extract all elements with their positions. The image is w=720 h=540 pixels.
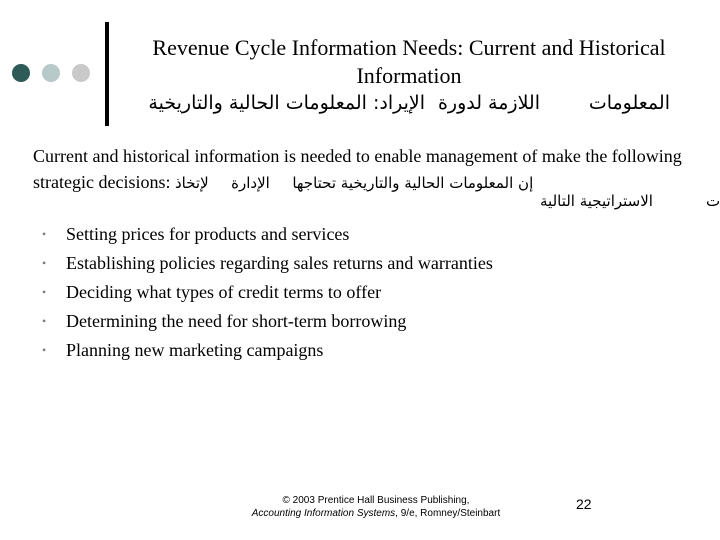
footer-line-1: © 2003 Prentice Hall Business Publishing, — [282, 495, 470, 506]
arabic-title-part-1: المعلومات — [588, 92, 670, 114]
footer-book-info: , 9/e, Romney/Steinbart — [395, 508, 501, 519]
list-item: • Establishing policies regarding sales returns and warranties — [42, 249, 602, 278]
list-item: • Determining the need for short-term borrowing — [42, 307, 602, 336]
arabic-title-part-3: الإيراد: المعلومات الحالية والتاريخية — [148, 92, 425, 114]
intro-arabic-b: الإدارة — [231, 174, 270, 192]
dot-dark — [12, 64, 30, 82]
slide-title: Revenue Cycle Information Needs: Current and Historical Information — [152, 35, 666, 88]
copyright-footer — [236, 494, 516, 520]
decision-list — [42, 220, 602, 365]
bullet-icon: • — [42, 227, 47, 241]
decorative-dots — [12, 64, 92, 84]
intro-arabic-a: لإتخاذ — [174, 174, 209, 192]
list-item: • Deciding what types of credit terms to offer — [42, 278, 602, 307]
intro-arabic-d: الاستراتيجية التالية — [540, 192, 653, 210]
bullet-icon: • — [42, 285, 47, 299]
bullet-icon: • — [42, 314, 47, 328]
slide-title-arabic — [150, 92, 670, 116]
intro-arabic-c: إن المعلومات الحالية والتاريخية تحتاجها — [292, 174, 534, 192]
footer-line-2 — [236, 507, 516, 520]
intro-text: Current and historical information is needed to enable management of make the following strategic decisions: — [33, 146, 682, 192]
list-item: • Setting prices for products and services — [42, 220, 602, 249]
dot-gray — [72, 64, 90, 82]
bullet-icon: • — [42, 343, 47, 357]
intro-arabic-e: ت — [706, 192, 720, 210]
list-item: • Planning new marketing campaigns — [42, 336, 602, 365]
arabic-title-part-2: اللازمة لدورة — [437, 92, 540, 114]
footer-book-title: Accounting Information Systems — [251, 508, 396, 519]
dot-light — [42, 64, 60, 82]
page-number: 22 — [576, 496, 592, 512]
title-divider — [105, 22, 109, 126]
bullet-icon: • — [42, 256, 47, 270]
intro-paragraph — [33, 143, 683, 196]
